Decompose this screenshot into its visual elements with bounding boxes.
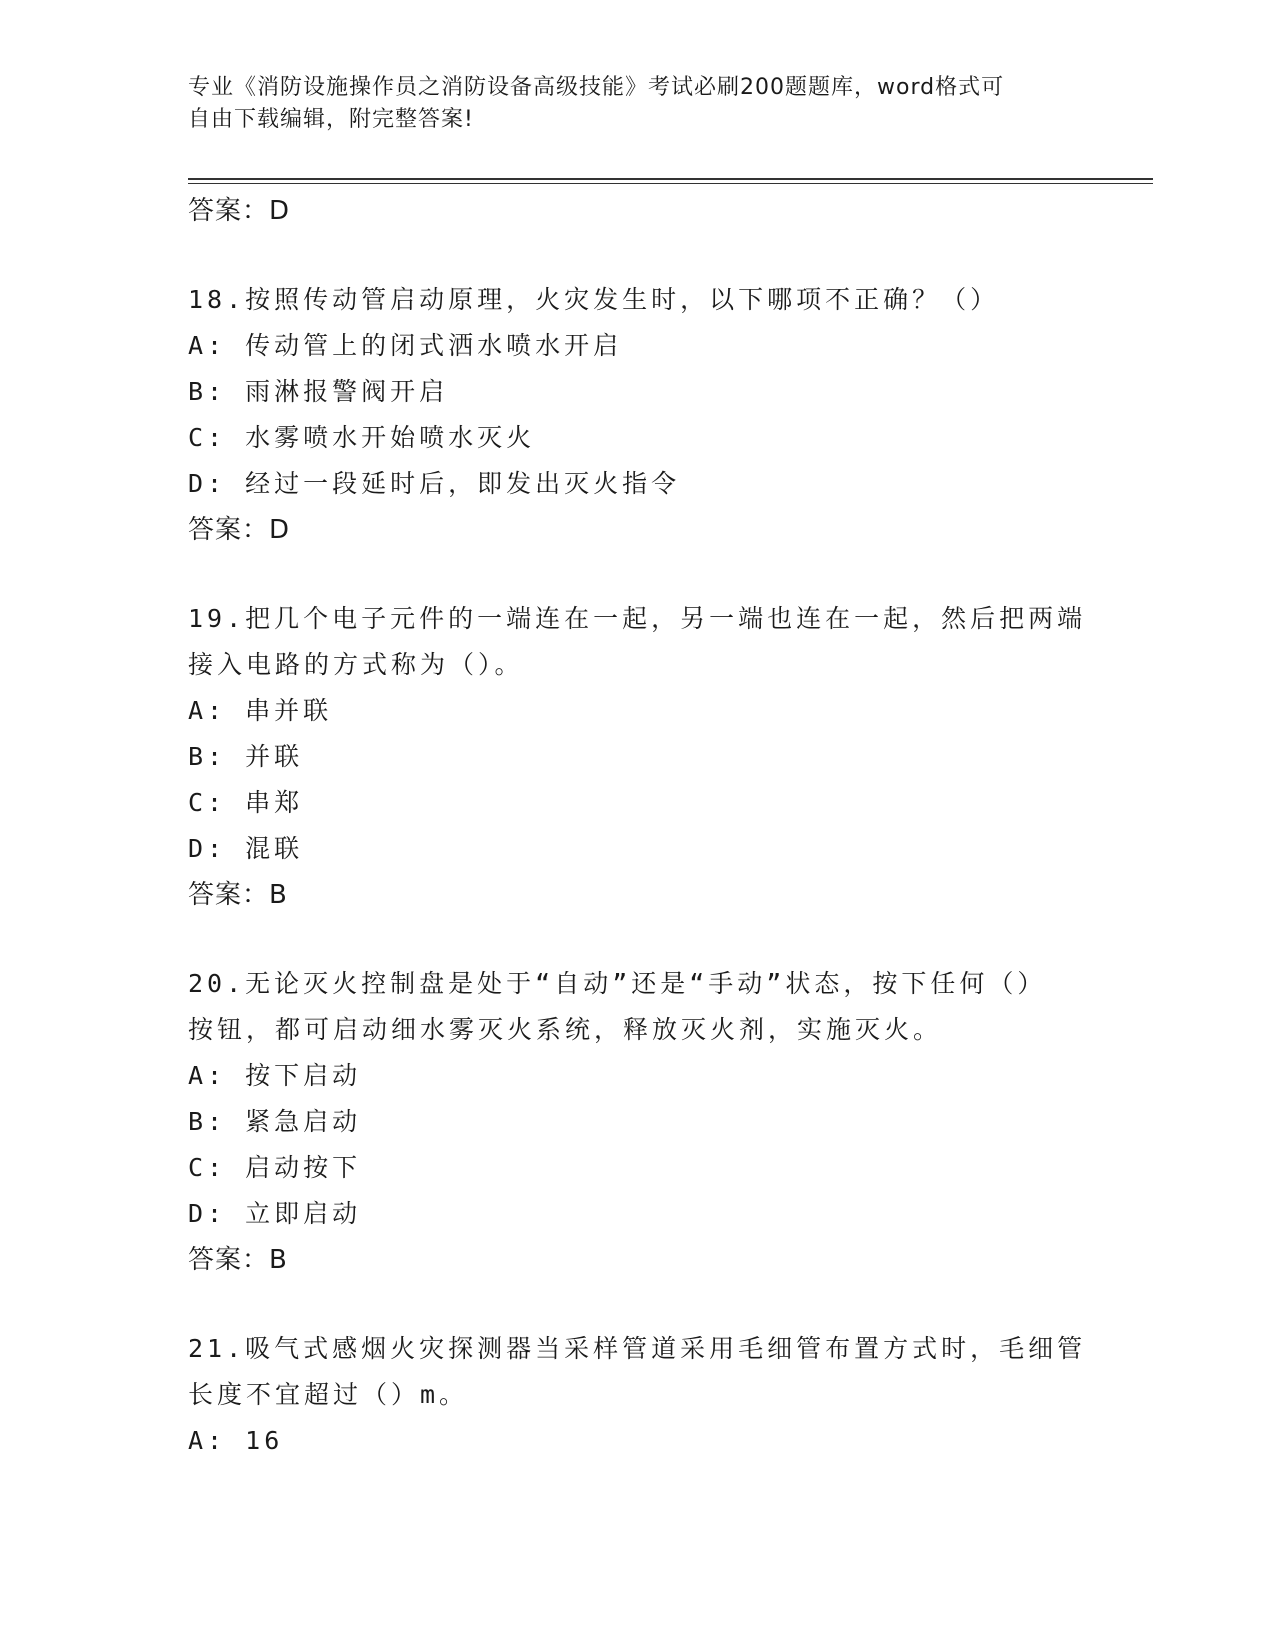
question-text (188, 961, 1108, 1053)
question-18 (188, 277, 1108, 553)
option-c: C: 启动按下 (188, 1153, 362, 1182)
header-line-1: 专业《消防设施操作员之消防设备高级技能》考试必刷200题题库，word格式可 (188, 75, 1005, 100)
question-text (188, 277, 1108, 323)
question-line: 21.吸气式感烟火灾探测器当采样管道采用毛细管布置方式时，毛细管 (188, 1334, 1087, 1363)
option-d: D: 立即启动 (188, 1199, 362, 1228)
question-text (188, 596, 1108, 688)
question-text (188, 1326, 1108, 1418)
question-19 (188, 596, 1108, 918)
question-20 (188, 961, 1108, 1283)
answer: 答案：B (188, 1245, 288, 1275)
header-divider-thick (188, 178, 1153, 180)
option-b: B: 雨淋报警阀开启 (188, 377, 449, 406)
option-b: B: 紧急启动 (188, 1107, 362, 1136)
question-line: 20.无论灭火控制盘是处于“自动”还是“手动”状态，按下任何（） (188, 969, 1047, 998)
option-d: D: 经过一段延时后，即发出灭火指令 (188, 469, 681, 498)
answer: 答案：D (188, 515, 291, 545)
header-divider-thin (188, 183, 1153, 184)
question-line: 18.按照传动管启动原理，火灾发生时，以下哪项不正确？（） (188, 285, 1000, 314)
previous-answer: 答案：D (188, 196, 291, 226)
question-line: 按钮，都可启动细水雾灭火系统，释放灭火剂，实施灭火。 (188, 1015, 943, 1044)
question-21 (188, 1326, 1108, 1464)
question-line: 接入电路的方式称为（）。 (188, 650, 524, 679)
option-c: C: 串郑 (188, 788, 304, 817)
option-d: D: 混联 (188, 834, 304, 863)
option-a: A: 传动管上的闭式洒水喷水开启 (188, 331, 623, 360)
document-header (188, 72, 1088, 136)
question-list (188, 188, 1108, 1464)
option-a: A: 16 (188, 1426, 284, 1455)
answer: 答案：B (188, 880, 288, 910)
header-line-2: 自由下载编辑，附完整答案! (188, 107, 474, 132)
option-a: A: 按下启动 (188, 1061, 362, 1090)
option-a: A: 串并联 (188, 696, 333, 725)
question-line: 19.把几个电子元件的一端连在一起，另一端也连在一起，然后把两端 (188, 604, 1087, 633)
option-c: C: 水雾喷水开始喷水灭火 (188, 423, 536, 452)
option-b: B: 并联 (188, 742, 304, 771)
question-line: 长度不宜超过（）m。 (188, 1380, 469, 1409)
